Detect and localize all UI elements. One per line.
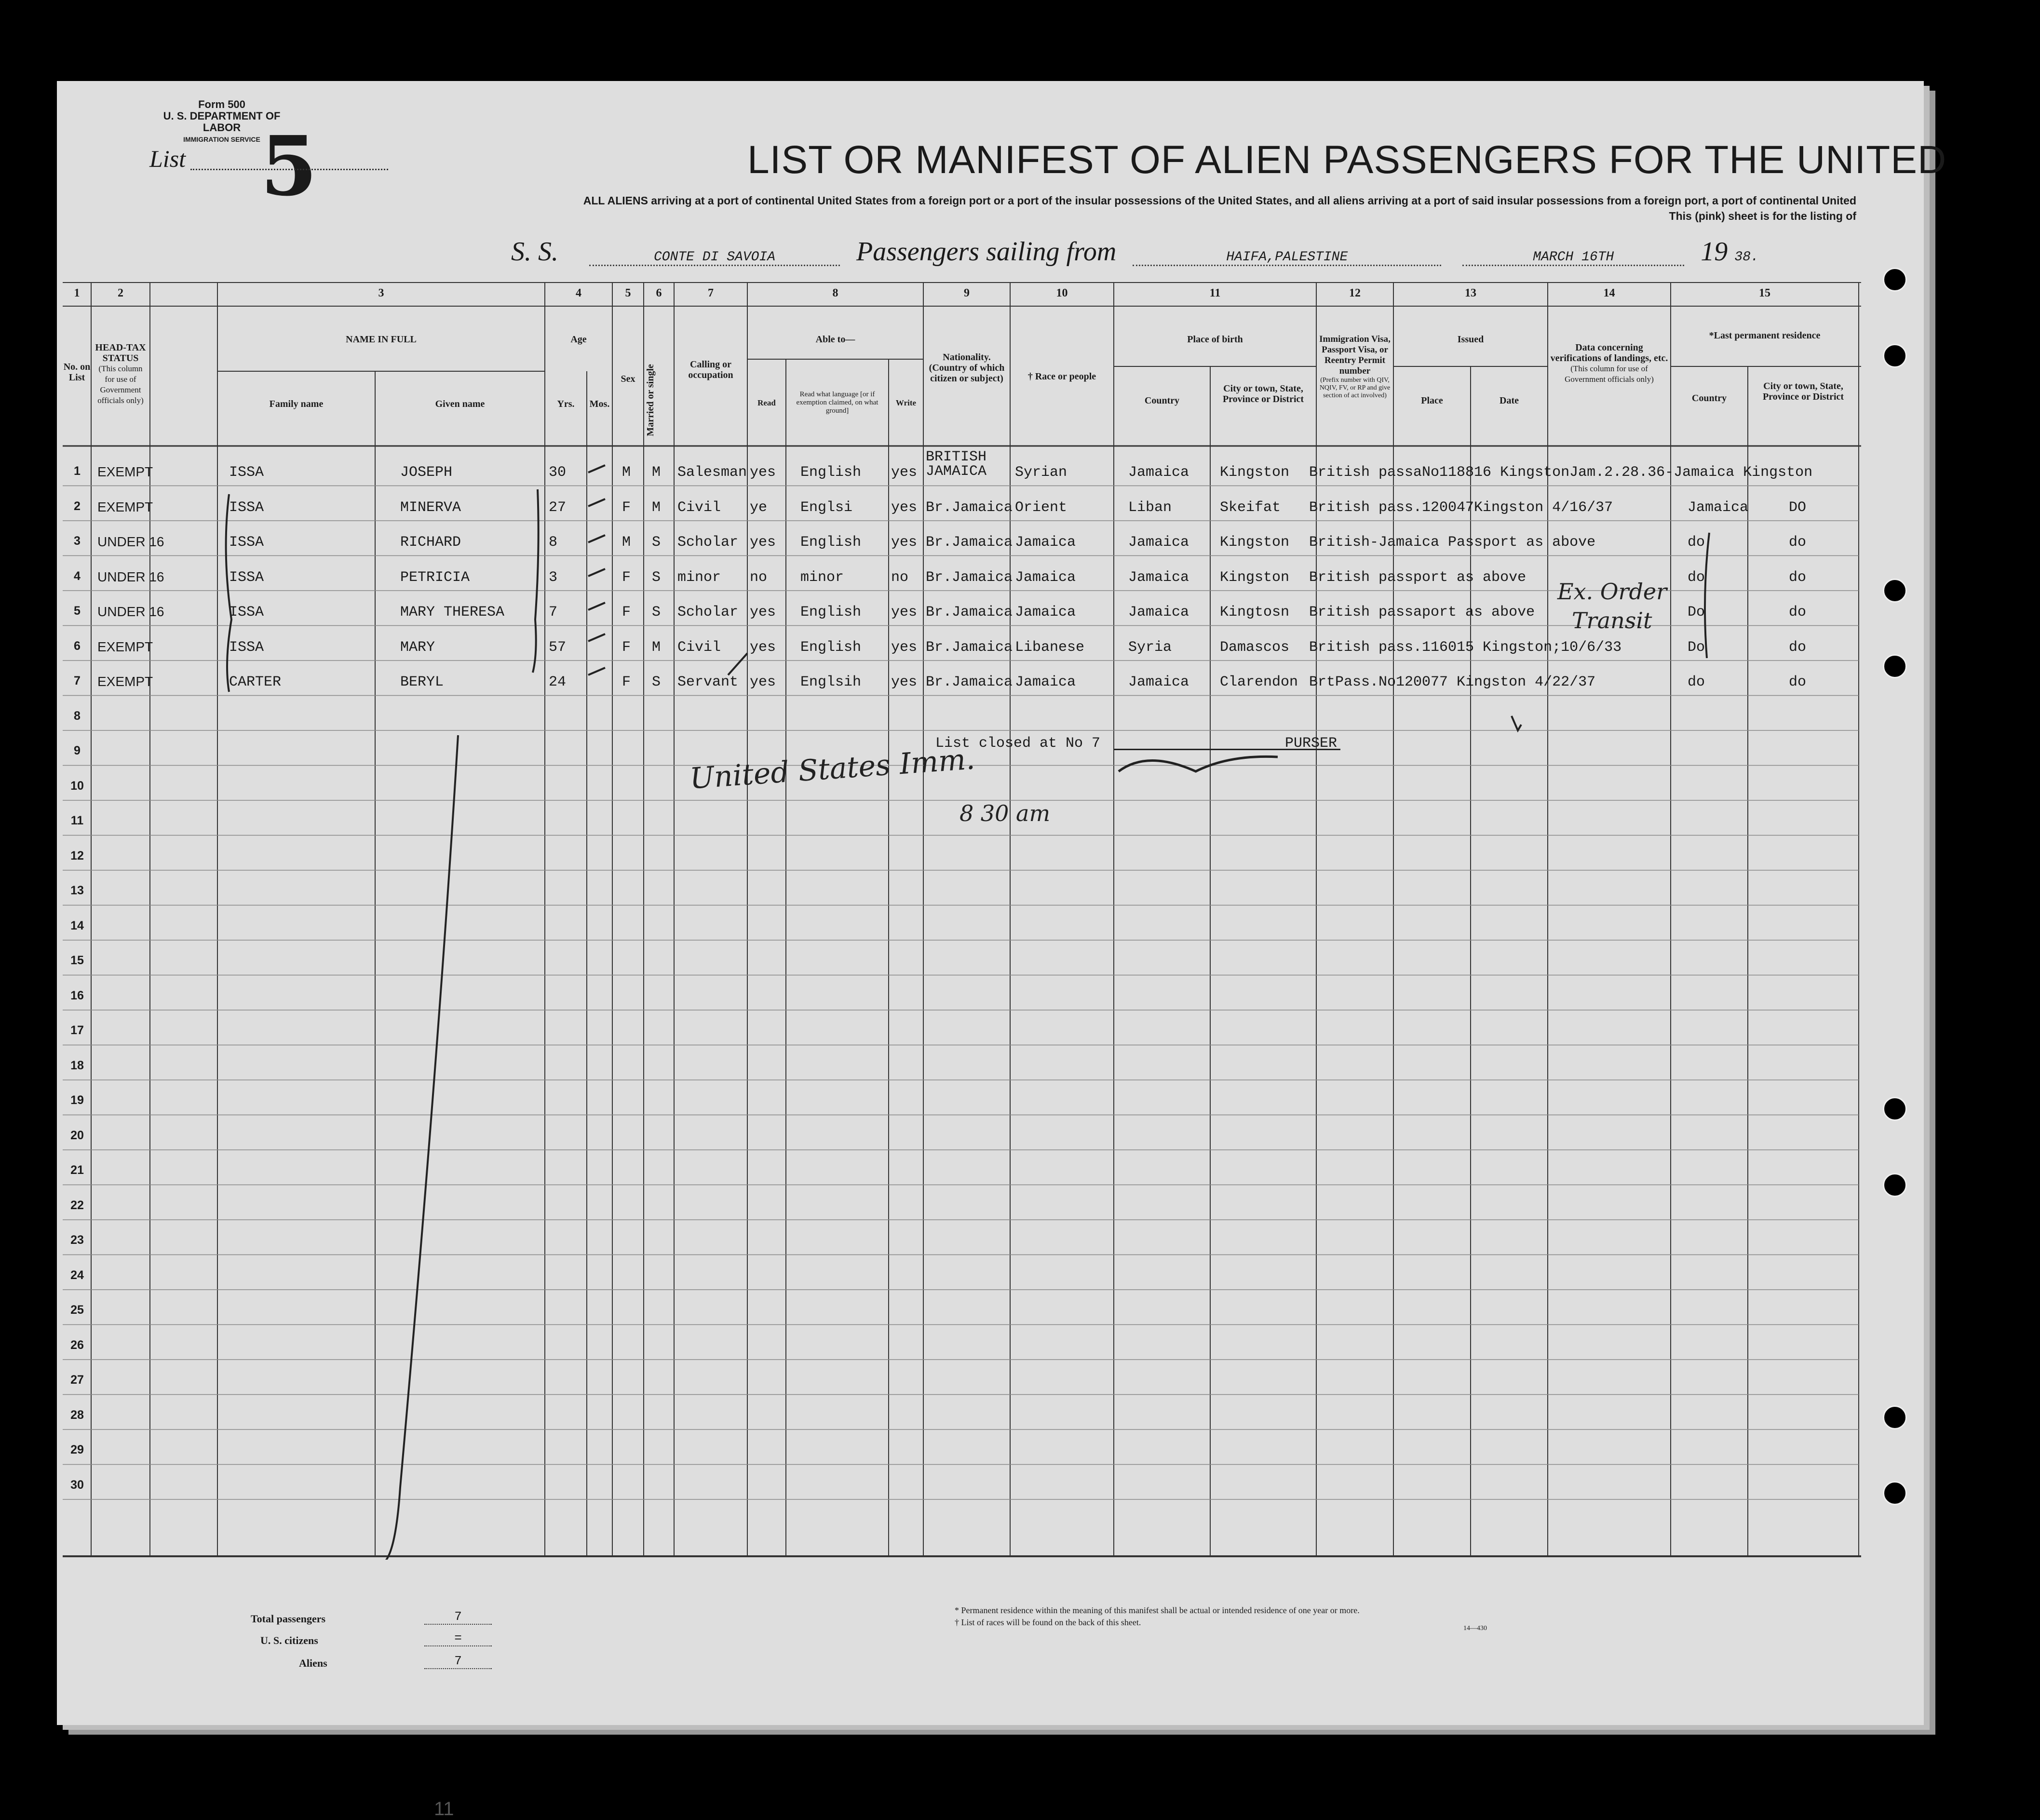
row-number: 13 — [70, 884, 84, 897]
sex: F — [622, 674, 631, 690]
col-header-calling: Calling or occupation — [688, 359, 733, 380]
col-header-sex: Sex — [621, 374, 635, 384]
occupation: minor — [677, 569, 721, 586]
col-number-12: 12 — [1349, 287, 1361, 299]
marital-status: S — [652, 569, 661, 586]
row-number: 27 — [70, 1373, 84, 1387]
form-code: 14—430 — [1463, 1625, 1487, 1632]
age-years: 3 — [549, 569, 558, 586]
family-name: ISSA — [229, 499, 264, 516]
visa-passport: British pass.116015 Kingston;10/6/33 — [1309, 639, 1622, 656]
head-tax-status: EXEMPT — [97, 674, 153, 689]
nationality: Br.Jamaica — [926, 639, 1013, 656]
col-header-birth-country: Country — [1144, 395, 1180, 406]
row-number: 19 — [70, 1093, 84, 1107]
aliens-label: Aliens — [299, 1657, 327, 1669]
visa-passport: British-Jamaica Passport as above — [1309, 534, 1596, 551]
able-to-write: no — [891, 569, 909, 586]
purser-label: PURSER — [1285, 735, 1337, 752]
given-name: MARY — [400, 639, 435, 656]
col-header-issued-date: Date — [1500, 395, 1519, 406]
read-language: English — [800, 604, 862, 620]
punch-hole — [1883, 1405, 1907, 1429]
col-header-verifications — [1550, 342, 1668, 385]
age-years: 8 — [549, 534, 558, 551]
verification-note-transit: Transit — [1572, 607, 1652, 634]
col-number-3: 3 — [378, 287, 384, 299]
birth-city: Clarendon — [1220, 674, 1298, 690]
birth-country: Jamaica — [1128, 534, 1189, 551]
row-number: 3 — [74, 534, 81, 548]
col-number-10: 10 — [1056, 287, 1068, 299]
punch-hole — [1883, 344, 1907, 368]
able-to-read: yes — [750, 604, 776, 620]
total-passengers-label: Total passengers — [251, 1613, 326, 1625]
page-stamp: 11 — [434, 1798, 454, 1820]
punch-hole — [1883, 579, 1907, 603]
family-name: ISSA — [229, 464, 264, 481]
able-to-write: yes — [891, 464, 918, 481]
row-number: 4 — [74, 569, 81, 583]
birth-city: Kingtosn — [1220, 604, 1290, 620]
col-number-2: 2 — [118, 287, 123, 299]
given-name: MARY THERESA — [400, 604, 505, 620]
col-header-issued: Issued — [1457, 334, 1484, 345]
service-label: IMMIGRATION SERVICE — [183, 135, 260, 143]
sailing-label: Passengers sailing from — [856, 237, 1117, 267]
read-language: English — [800, 464, 862, 481]
age-years: 7 — [549, 604, 558, 620]
birth-city: Skeifat — [1220, 499, 1281, 516]
read-language: minor — [800, 569, 844, 586]
col-header-visa — [1319, 334, 1391, 400]
year-suffix: 38. — [1734, 250, 1759, 265]
birth-city: Kingston — [1220, 464, 1290, 481]
residence-country: do — [1688, 534, 1705, 551]
given-name: MINERVA — [400, 499, 461, 516]
aliens-value: 7 — [424, 1654, 492, 1669]
nationality: BRITISH JAMAICA — [926, 449, 987, 480]
sex: M — [622, 534, 631, 551]
birth-city: Kingston — [1220, 569, 1290, 586]
row-number: 9 — [74, 744, 81, 757]
row-number: 15 — [70, 954, 84, 967]
subtitle — [410, 193, 1856, 224]
row-number: 22 — [70, 1198, 84, 1212]
given-name: BERYL — [400, 674, 444, 690]
race: Jamaica — [1015, 604, 1076, 620]
list-closed-text: List closed at No 7 — [935, 735, 1101, 752]
visa-label: Immigration Visa, Passport Visa, or Reentry Permit number — [1319, 334, 1391, 376]
residence-city: do — [1789, 639, 1807, 656]
able-to-write: yes — [891, 639, 918, 656]
residence-city: DO — [1789, 499, 1807, 516]
verification-note-ex-order: Ex. Order — [1557, 579, 1667, 605]
list-label: List — [149, 145, 186, 172]
visa-note: (Prefix number with QIV, NQIV, FV, or RP and give section of act involved) — [1319, 377, 1391, 399]
nationality: Br.Jamaica — [926, 569, 1013, 586]
row-number: 12 — [70, 849, 84, 863]
race: Jamaica — [1015, 534, 1076, 551]
sex: F — [622, 499, 631, 516]
nationality: Br.Jamaica — [926, 674, 1013, 690]
col-number-9: 9 — [964, 287, 970, 299]
marital-status: S — [652, 604, 661, 620]
able-to-write: yes — [891, 674, 918, 690]
residence-country: Do — [1688, 604, 1705, 620]
col-number-13: 13 — [1465, 287, 1476, 299]
read-language: Englsih — [800, 674, 862, 690]
able-to-read: yes — [750, 534, 776, 551]
head-tax-status: EXEMPT — [97, 464, 153, 479]
row-number: 30 — [70, 1478, 84, 1492]
head-tax-status: EXEMPT — [97, 499, 153, 514]
residence-city: do — [1789, 674, 1807, 690]
residence-city: do — [1789, 534, 1807, 551]
row-number: 5 — [74, 604, 81, 618]
col-number-8: 8 — [832, 287, 838, 299]
nationality: Br.Jamaica — [926, 604, 1013, 620]
punch-hole — [1883, 654, 1907, 678]
visa-passport: BrtPass.No120077 Kingston 4/22/37 — [1309, 674, 1596, 690]
occupation: Civil — [677, 499, 721, 516]
row-number: 16 — [70, 988, 84, 1002]
row-number: 23 — [70, 1233, 84, 1247]
able-to-read: ye — [750, 499, 768, 516]
marital-status: M — [652, 464, 661, 481]
year-prefix: 19 — [1701, 237, 1728, 267]
col-number-6: 6 — [656, 287, 662, 299]
race: Libanese — [1015, 639, 1085, 656]
row-number: 25 — [70, 1303, 84, 1317]
able-to-write: yes — [891, 534, 918, 551]
birth-country: Syria — [1128, 639, 1172, 656]
department-label: U. S. DEPARTMENT OF LABOR — [163, 110, 281, 134]
time-note: 8 30 am — [959, 800, 1051, 826]
col-header-name-in-full: NAME IN FULL — [346, 334, 417, 345]
occupation: Salesman — [677, 464, 747, 481]
birth-city: Kingston — [1220, 534, 1290, 551]
col-number-5: 5 — [625, 287, 631, 299]
sex: M — [622, 464, 631, 481]
residence-country: Jamaica — [1688, 499, 1749, 516]
race: Jamaica — [1015, 569, 1076, 586]
residence-city: do — [1789, 569, 1807, 586]
row-number: 7 — [74, 674, 81, 688]
col-number-14: 14 — [1603, 287, 1615, 299]
able-to-read: no — [750, 569, 768, 586]
read-language: Englsi — [800, 499, 853, 516]
footnote-races: † List of races will be found on the back of this sheet. — [955, 1618, 1141, 1627]
nationality: Br.Jamaica — [926, 534, 1013, 551]
col-number-11: 11 — [1209, 287, 1221, 299]
col-number-15: 15 — [1759, 287, 1770, 299]
col-header-married: Married or single — [645, 364, 656, 436]
visa-passport: British passaport as above — [1309, 604, 1535, 620]
punch-hole — [1883, 1173, 1907, 1197]
col-header-able-to: Able to— — [815, 334, 855, 345]
row-number: 10 — [70, 779, 84, 793]
ss-label: S. S. — [511, 237, 558, 267]
verifications-label: Data concerning verifications of landings, etc. — [1550, 342, 1668, 364]
footnote-residence: * Permanent residence within the meaning of this manifest shall be actual or intended residence of one year or more. — [955, 1605, 1360, 1615]
residence-city: do — [1789, 604, 1807, 620]
marital-status: M — [652, 499, 661, 516]
age-years: 57 — [549, 639, 567, 656]
row-number: 17 — [70, 1024, 84, 1037]
row-number: 14 — [70, 918, 84, 932]
given-name: RICHARD — [400, 534, 461, 551]
residence-country: do — [1688, 569, 1705, 586]
head-tax-note: (This column for use of Government officials only) — [97, 364, 144, 405]
occupation: Servant — [677, 674, 739, 690]
col-header-read: Read — [757, 398, 776, 407]
marital-status: M — [652, 639, 661, 656]
punch-hole — [1883, 1097, 1907, 1121]
ship-name: CONTE DI SAVOIA — [589, 250, 840, 266]
read-language: English — [800, 639, 862, 656]
list-number: 5 — [260, 118, 318, 215]
col-header-mos: Mos. — [589, 399, 610, 409]
total-passengers-value: 7 — [424, 1609, 492, 1625]
col-header-race: † Race or people — [1027, 371, 1096, 382]
age-years: 24 — [549, 674, 567, 690]
occupation: Scholar — [677, 534, 739, 551]
birth-country: Liban — [1128, 499, 1172, 516]
col-header-read-language: Read what language [or if exemption claimed, on what ground] — [796, 391, 878, 415]
punch-hole — [1883, 1481, 1907, 1505]
marital-status: S — [652, 674, 661, 690]
family-name: ISSA — [229, 639, 264, 656]
row-number: 29 — [70, 1443, 84, 1456]
sex: F — [622, 604, 631, 620]
age-years: 27 — [549, 499, 567, 516]
col-number-4: 4 — [576, 287, 581, 299]
departure-date: MARCH 16TH — [1462, 250, 1684, 266]
row-number: 21 — [70, 1163, 84, 1177]
family-name: ISSA — [229, 534, 264, 551]
col-header-last-residence: *Last permanent residence — [1709, 330, 1821, 341]
occupation: Civil — [677, 639, 721, 656]
race: Syrian — [1015, 464, 1067, 481]
row-number: 11 — [70, 814, 84, 827]
col-number-1: 1 — [74, 287, 80, 299]
able-to-read: yes — [750, 464, 776, 481]
row-number: 20 — [70, 1128, 84, 1142]
col-header-family-name: Family name — [269, 399, 324, 409]
departure-port: HAIFA,PALESTINE — [1133, 250, 1441, 266]
visa-passport: British passport as above — [1309, 569, 1527, 586]
form-label: Form 500 — [198, 98, 245, 110]
age-years: 30 — [549, 464, 567, 481]
col-header-res-country: Country — [1691, 393, 1727, 404]
birth-country: Jamaica — [1128, 569, 1189, 586]
row-number: 8 — [74, 709, 81, 723]
birth-country: Jamaica — [1128, 674, 1189, 690]
residence-country: Do — [1688, 639, 1705, 656]
race: Orient — [1015, 499, 1067, 516]
row-number: 6 — [74, 639, 81, 653]
occupation: Scholar — [677, 604, 739, 620]
family-name: ISSA — [229, 604, 264, 620]
list-dotline — [190, 169, 388, 170]
punch-hole — [1883, 268, 1907, 292]
row-number: 18 — [70, 1058, 84, 1072]
col-header-nationality: Nationality. (Country of which citizen or subject) — [929, 352, 1005, 384]
able-to-write: yes — [891, 499, 918, 516]
subtitle-line-2: This (pink) sheet is for the listing of — [1669, 210, 1856, 222]
family-name: CARTER — [229, 674, 282, 690]
subtitle-line-1: ALL ALIENS arriving at a port of continental United States from a foreign port or a port of the insular possessions of the United States, and all aliens arriving at a port of said insular possessions from a foreign port, a port of continental United — [583, 194, 1856, 207]
able-to-read: yes — [750, 639, 776, 656]
family-name: ISSA — [229, 569, 264, 586]
page-title: LIST OR MANIFEST OF ALIEN PASSENGERS FOR THE UNITED — [747, 138, 1947, 182]
col-header-given-name: Given name — [435, 399, 485, 409]
birth-city: Damascos — [1220, 639, 1290, 656]
row-number: 2 — [74, 499, 81, 513]
residence-country: do — [1688, 674, 1705, 690]
head-tax-label: HEAD-TAX STATUS — [95, 342, 146, 364]
inspector-signature: United States Imm. — [689, 742, 976, 796]
head-tax-status: UNDER 16 — [97, 534, 164, 549]
sex: F — [622, 569, 631, 586]
col-number-7: 7 — [708, 287, 714, 299]
head-tax-status: EXEMPT — [97, 639, 153, 654]
row-number: 24 — [70, 1268, 84, 1282]
col-header-issued-place: Place — [1421, 395, 1443, 406]
col-header-place-of-birth: Place of birth — [1187, 334, 1243, 345]
col-header-age: Age — [570, 334, 587, 345]
us-citizens-label: U. S. citizens — [260, 1634, 318, 1646]
birth-country: Jamaica — [1128, 604, 1189, 620]
visa-passport: British pass.120047Kingston 4/16/37 — [1309, 499, 1613, 516]
head-tax-status: UNDER 16 — [97, 604, 164, 619]
able-to-write: yes — [891, 604, 918, 620]
visa-passport: British passaNo118816 KingstonJam.2.28.36-Jamaica Kingston — [1309, 464, 1813, 481]
ship-line — [511, 236, 1759, 267]
col-header-head-tax — [94, 342, 148, 406]
row-number: 1 — [74, 464, 81, 478]
head-tax-status: UNDER 16 — [97, 569, 164, 584]
nationality: Br.Jamaica — [926, 499, 1013, 516]
col-header-res-city: City or town, State, Province or District — [1762, 381, 1844, 402]
col-header-yrs: Yrs. — [557, 399, 575, 409]
row-number: 28 — [70, 1408, 84, 1422]
marital-status: S — [652, 534, 661, 551]
given-name: JOSEPH — [400, 464, 453, 481]
col-header-write: Write — [895, 398, 917, 407]
birth-country: Jamaica — [1128, 464, 1189, 481]
verifications-note: (This column for use of Government officials only) — [1565, 364, 1654, 384]
row-number: 26 — [70, 1338, 84, 1352]
race: Jamaica — [1015, 674, 1076, 690]
sex: F — [622, 639, 631, 656]
able-to-read: yes — [750, 674, 776, 690]
col-header-no-on-list: No. on List — [63, 362, 91, 383]
given-name: PETRICIA — [400, 569, 470, 586]
col-header-birth-city: City or town, State, Province or District — [1222, 383, 1304, 404]
us-citizens-value: = — [424, 1631, 492, 1646]
read-language: English — [800, 534, 862, 551]
